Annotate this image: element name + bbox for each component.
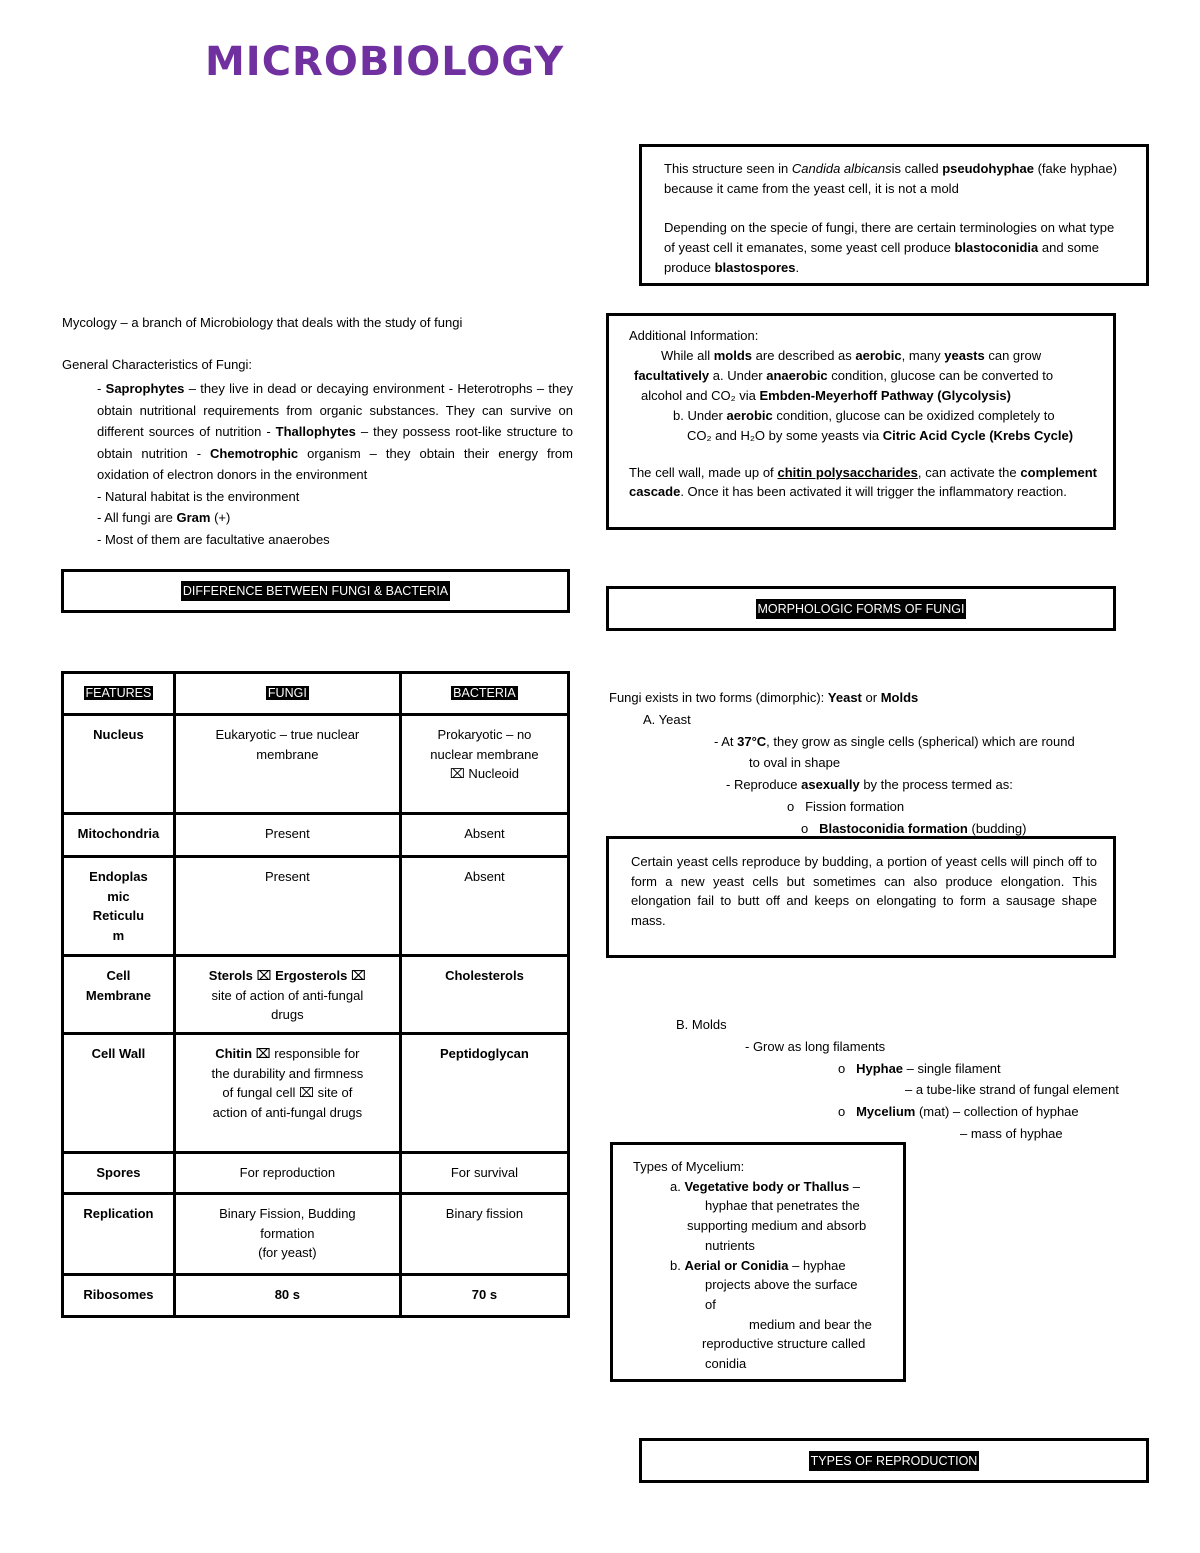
bacteria-cell: Prokaryotic – no nuclear membrane ⌧ Nucleoid bbox=[400, 715, 568, 814]
morphologic-header: MORPHOLOGIC FORMS OF FUNGI bbox=[756, 599, 967, 619]
molds-filaments: - Grow as long filaments bbox=[745, 1038, 886, 1054]
mycelium-line: conidia bbox=[705, 1356, 747, 1372]
fungi-cell: Sterols ⌧ Ergosterols ⌧ site of action of anti-fungal drugs bbox=[174, 956, 400, 1034]
dimorphic-intro: Fungi exists in two forms (dimorphic): Yeast or Molds bbox=[609, 690, 919, 705]
table-row bbox=[63, 1034, 569, 1153]
characteristic-item: - Most of them are facultative anaerobes bbox=[97, 531, 330, 547]
fungi-cell: For reproduction bbox=[174, 1153, 400, 1194]
mycology-intro bbox=[62, 313, 572, 375]
fungi-cell: Present bbox=[174, 814, 400, 857]
mycelium-line: nutrients bbox=[705, 1237, 755, 1253]
table-row bbox=[63, 956, 569, 1034]
additional-info-heading: Additional Information: bbox=[629, 328, 759, 343]
morphologic-header-box bbox=[606, 586, 1116, 631]
header-features: FEATURES bbox=[85, 686, 152, 700]
bacteria-cell: Absent bbox=[400, 857, 568, 956]
feature-cell: Ribosomes bbox=[63, 1275, 175, 1317]
mycelium-line: supporting medium and absorb bbox=[687, 1218, 867, 1234]
fungi-cell: Present bbox=[174, 857, 400, 956]
mycelium-definition: – mass of hyphae bbox=[960, 1125, 1063, 1141]
fission-item: o Fission formation bbox=[787, 798, 905, 814]
additional-line: alcohol and CO₂ via Embden-Meyerhoff Pathway (Glycolysis) bbox=[641, 388, 1011, 403]
yeast-repro-line: - Reproduce asexually by the process termed as: bbox=[726, 777, 1013, 793]
budding-text: Certain yeast cells reproduce by budding, a portion of yeast cells will pinch off to form a new yeast cells but sometimes can also produce elongation. This elongation fail to butt off and keeps on elongating to form a sausage shape mass. bbox=[631, 854, 1097, 928]
table-header-row bbox=[63, 673, 569, 715]
blastoconidia-item: o Blastoconidia formation (budding) bbox=[801, 820, 1027, 836]
pseudohyphae-box bbox=[639, 144, 1149, 286]
table-row bbox=[63, 814, 569, 857]
mycelium-type-b: b. Aerial or Conidia – hyphae bbox=[670, 1257, 846, 1273]
comparison-table bbox=[61, 671, 570, 1318]
budding-box bbox=[606, 836, 1116, 958]
mycelium-types-heading: Types of Mycelium: bbox=[633, 1159, 745, 1174]
feature-cell: Mitochondria bbox=[63, 814, 175, 857]
pseudohyphae-paragraph: This structure seen in Candida albicansis called pseudohyphae (fake hyphae) because it came from the yeast cell, it is not a mold bbox=[664, 161, 1118, 196]
additional-info-box bbox=[606, 313, 1116, 530]
characteristic-item: - All fungi are Gram (+) bbox=[97, 510, 231, 525]
bullet-icon: o bbox=[838, 1104, 846, 1120]
additional-line: While all molds are described as aerobic, many yeasts can grow bbox=[661, 348, 1042, 363]
page-title: MICROBIOLOGY bbox=[205, 39, 565, 85]
cell-wall-paragraph: The cell wall, made up of chitin polysaccharides, can activate the complement cascade. Once it has been activated it will trigger the inflammatory reaction. bbox=[629, 465, 1097, 499]
characteristics-list bbox=[97, 378, 573, 550]
feature-cell: Spores bbox=[63, 1153, 175, 1194]
feature-cell: Endoplas mic Reticulu m bbox=[63, 857, 175, 956]
yeast-temp-line: - At 37°C, they grow as single cells (spherical) which are round bbox=[714, 733, 1075, 749]
mycelium-line: medium and bear the bbox=[749, 1316, 872, 1332]
bacteria-cell: Absent bbox=[400, 814, 568, 857]
bacteria-cell: 70 s bbox=[400, 1275, 568, 1317]
mycelium-line: reproductive structure called bbox=[702, 1336, 866, 1352]
table-row bbox=[63, 715, 569, 814]
mycelium-line: hyphae that penetrates the bbox=[705, 1198, 860, 1214]
yeast-temp-cont: to oval in shape bbox=[749, 755, 841, 771]
table-row bbox=[63, 1194, 569, 1275]
difference-header: DIFFERENCE BETWEEN FUNGI & BACTERIA bbox=[181, 581, 450, 601]
mycelium-line: projects above the surface bbox=[705, 1277, 858, 1293]
fungi-cell: Chitin ⌧ responsible for the durability and firmness of fungal cell ⌧ site of action of anti-fungal drugs bbox=[174, 1034, 400, 1153]
table-row bbox=[63, 857, 569, 956]
reproduction-header: TYPES OF REPRODUCTION bbox=[809, 1451, 980, 1471]
fungi-cell: Binary Fission, Budding formation (for yeast) bbox=[174, 1194, 400, 1275]
yeast-section bbox=[609, 687, 1169, 840]
mycology-definition: Mycology – a branch of Microbiology that deals with the study of fungi bbox=[62, 315, 463, 330]
additional-line: facultatively a. Under anaerobic condition, glucose can be converted to bbox=[634, 368, 1054, 383]
mycelium-types-box bbox=[610, 1142, 906, 1382]
bullet-icon: o bbox=[801, 820, 809, 836]
additional-line: b. Under aerobic condition, glucose can be oxidized completely to bbox=[673, 408, 1055, 423]
reproduction-header-box bbox=[639, 1438, 1149, 1483]
blastoconidia-paragraph: Depending on the specie of fungi, there are certain terminologies on what type of yeast cell it emanates, some yeast cell produce blastoconidia and some produce blastospores. bbox=[664, 220, 1115, 275]
additional-line: CO₂ and H₂O by some yeasts via Citric Acid Cycle (Krebs Cycle) bbox=[687, 428, 1074, 443]
general-characteristics-heading: General Characteristics of Fungi: bbox=[62, 357, 253, 372]
characteristic-item: - Natural habitat is the environment bbox=[97, 488, 300, 504]
header-bacteria: BACTERIA bbox=[453, 686, 516, 700]
molds-label: B. Molds bbox=[676, 1017, 727, 1032]
table-row bbox=[63, 1275, 569, 1317]
feature-cell: Cell Membrane bbox=[63, 956, 175, 1034]
bullet-icon: o bbox=[838, 1060, 846, 1076]
molds-section bbox=[676, 1014, 1176, 1145]
hyphae-item: o Hyphae – single filament bbox=[838, 1060, 1001, 1076]
bacteria-cell: Peptidoglycan bbox=[400, 1034, 568, 1153]
header-fungi: FUNGI bbox=[267, 686, 307, 700]
mycelium-item: o Mycelium (mat) – collection of hyphae bbox=[838, 1104, 1079, 1120]
mycelium-line: of bbox=[705, 1296, 716, 1312]
mycelium-type-a: a. Vegetative body or Thallus – bbox=[670, 1178, 861, 1194]
fungi-cell: Eukaryotic – true nuclear membrane bbox=[174, 715, 400, 814]
fungi-cell: 80 s bbox=[174, 1275, 400, 1317]
bacteria-cell: Binary fission bbox=[400, 1194, 568, 1275]
feature-cell: Replication bbox=[63, 1194, 175, 1275]
difference-header-box bbox=[61, 569, 570, 613]
bullet-icon: o bbox=[787, 798, 795, 814]
feature-cell: Cell Wall bbox=[63, 1034, 175, 1153]
table-row bbox=[63, 1153, 569, 1194]
bacteria-cell: Cholesterols bbox=[400, 956, 568, 1034]
yeast-label: A. Yeast bbox=[643, 711, 691, 727]
bacteria-cell: For survival bbox=[400, 1153, 568, 1194]
characteristic-item: - Saprophytes – they live in dead or decaying environment - Heterotrophs – they obtain nutritional requirements from organic substances. They can survive on different sources of nutrition - Thallophytes – they possess root-like structure to obtain nutrition - Chemotrophic organism – they obtain their energy from oxidation of electron donors in the environment bbox=[97, 381, 573, 482]
feature-cell: Nucleus bbox=[63, 715, 175, 814]
hyphae-definition: – a tube-like strand of fungal element bbox=[905, 1082, 1119, 1098]
